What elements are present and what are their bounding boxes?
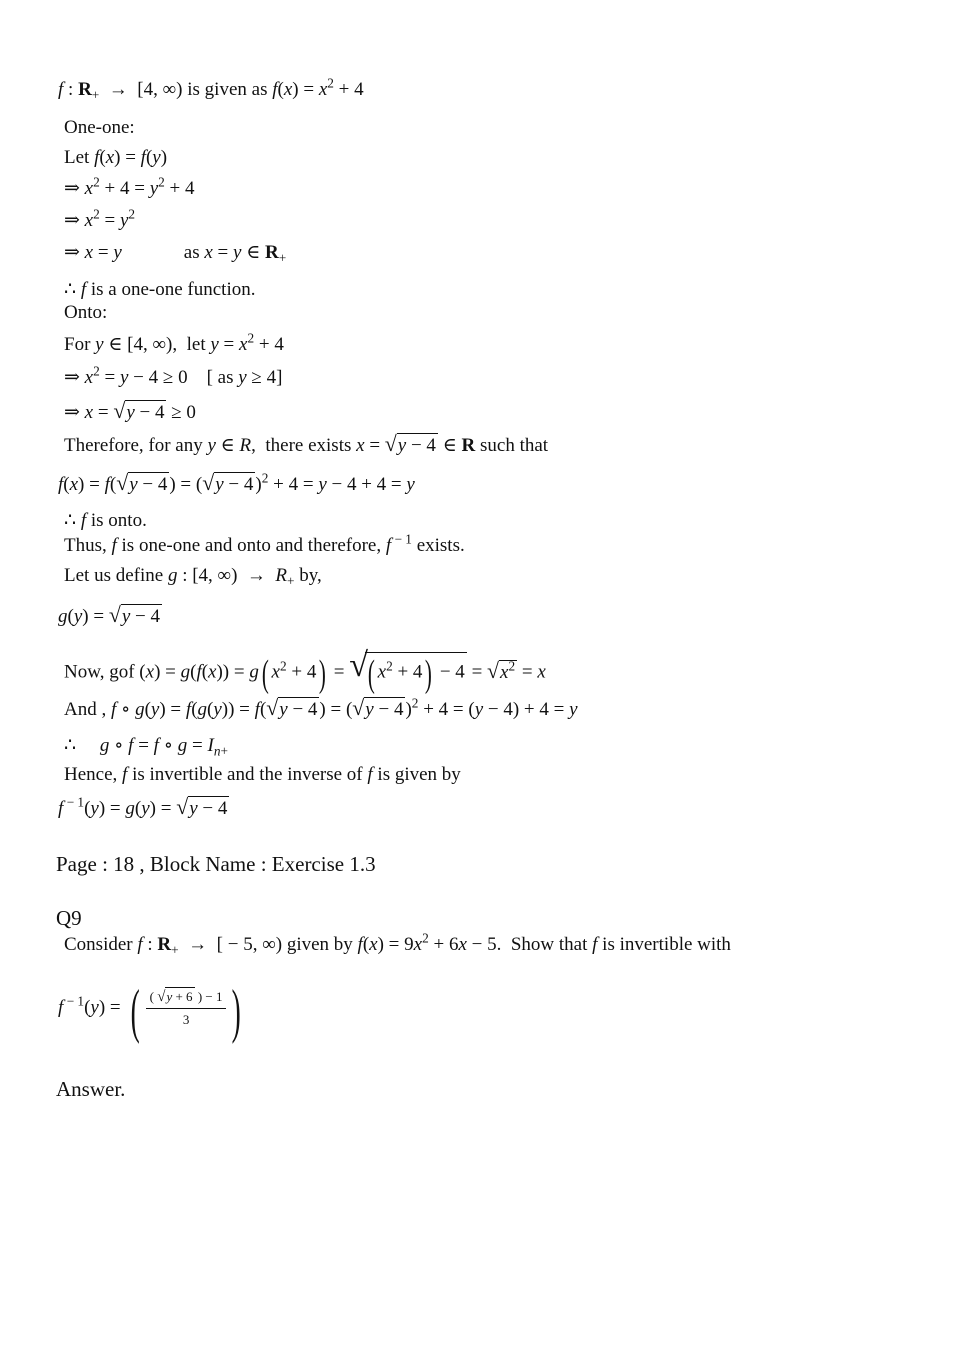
hence-text: Hence, xyxy=(64,764,118,785)
inverse-fraction: $\frac{( √y + 6 ) - 1}{3}$ xyxy=(146,990,227,1026)
and-text: And , xyxy=(64,699,107,720)
one-one-conclusion: ∴ f is a one-one function. xyxy=(64,279,256,300)
such-that-text: such that xyxy=(480,435,549,456)
inverse-equation: f $^{- 1}$(y) = g(y) = √y − 4 xyxy=(58,794,228,819)
gof-equation: Now, gof (x) = g(f(x)) = g( $x^2 + 4$) = √( $x^2 + 4) - 4 = √x^2 = x$ xyxy=(64,647,546,696)
now-gof-text: Now, gof xyxy=(64,661,135,683)
g-definition-equation: g(y) = √y − 4 xyxy=(58,603,160,627)
fog-equation: And , f ∘ g(y) = f(g(y)) = f(√y − 4 ) = (√y − 4 )$^2$ + 4 = (y − 4) + 4 = y xyxy=(64,695,578,720)
onto-step-2: ⇒ x = √y − 4 ≥ 0 xyxy=(64,399,196,423)
answer-label: Answer. xyxy=(56,1077,126,1101)
thus-text: Thus, xyxy=(64,535,107,556)
onto-therefore-line: Therefore, for any y ∈ R, there exists x = √y − 4 ∈ R such that xyxy=(64,432,549,456)
onto-verification-equation: f(x) = f(√y − 4 ) = (√y − 4 )$^2$ + 4 = y − 4 + 4 = y xyxy=(58,470,415,495)
onto-for-line: For y ∈ [4, ∞), let $y = x^2 + 4$ xyxy=(64,330,284,355)
as-text: as xyxy=(183,242,200,263)
for-text: For xyxy=(64,334,91,355)
inverse-exists-line: Thus, f is one-one and onto and therefore, f $^{- 1}$ exists. xyxy=(64,531,465,556)
let-text: Let xyxy=(64,147,90,168)
identity-equation: ∴ g ∘ f = f ∘ $g = I_{n+}$ xyxy=(64,735,228,759)
define-g-line: Let us define g : [4, ∞) → $R_+$ by, xyxy=(64,565,322,589)
invertible-text: is invertible and the inverse of xyxy=(132,764,363,785)
as-text: as xyxy=(217,367,234,388)
one-one-step-1: ⇒ $x^2 + 4 = y^2 + 4$ xyxy=(64,174,195,199)
onto-step-1: ⇒ $x^2 = y - 4 \ge 0$ [ as y ≥ 4] xyxy=(64,363,283,388)
hence-line: Hence, f is invertible and the inverse of f is given by xyxy=(64,764,461,785)
consider-text: Consider xyxy=(64,934,133,955)
one-one-onto-text: is one-one and onto and therefore, xyxy=(121,535,382,556)
block-info: Page : 18 , Block Name : Exercise 1.3 xyxy=(56,852,376,876)
one-one-step-2: ⇒ $x^2 = y^2$ xyxy=(64,206,136,231)
show-that-text: Show that xyxy=(510,934,588,955)
one-one-step-3: ⇒ x = y as x = y ∈ $R_+$ xyxy=(64,242,287,266)
onto-conclusion-text: is onto. xyxy=(90,510,147,531)
question-number: Q9 xyxy=(56,906,82,930)
invertible-with-text: is invertible with xyxy=(602,934,731,955)
function-definition-line: f : $R_+ \to [4$, ∞) is given as $f(x) = x^2 + 4$ xyxy=(58,75,364,103)
question-statement: Consider f : $R_+$ → [ − 5, ∞) given by $f(x) = 9x^2 + 6x - 5$. Show that f is invertible with xyxy=(64,930,731,958)
question-inverse-formula: f $^{- 1}$(y) = ( $\frac{( √y + 6 ) - 1}{3}$ ) xyxy=(58,978,242,1045)
given-by-text: given by xyxy=(286,934,353,955)
onto-heading: Onto: xyxy=(64,302,108,323)
therefore-text: Therefore, for any xyxy=(64,435,203,456)
one-one-let-line: Let f(x) = f(y) xyxy=(64,147,168,168)
one-one-conclusion-text: is a one-one function. xyxy=(90,279,256,300)
let-us-define-text: Let us define xyxy=(64,565,164,586)
onto-conclusion: ∴ f is onto. xyxy=(64,510,147,531)
one-one-heading: One-one: xyxy=(64,117,135,138)
let-text: let xyxy=(186,334,206,355)
exists-text: exists. xyxy=(416,535,465,556)
intro-text: is given as xyxy=(187,79,268,100)
by-text: by, xyxy=(299,565,322,586)
there-exists-text: there exists xyxy=(265,435,352,456)
given-by-text: is given by xyxy=(377,764,461,785)
